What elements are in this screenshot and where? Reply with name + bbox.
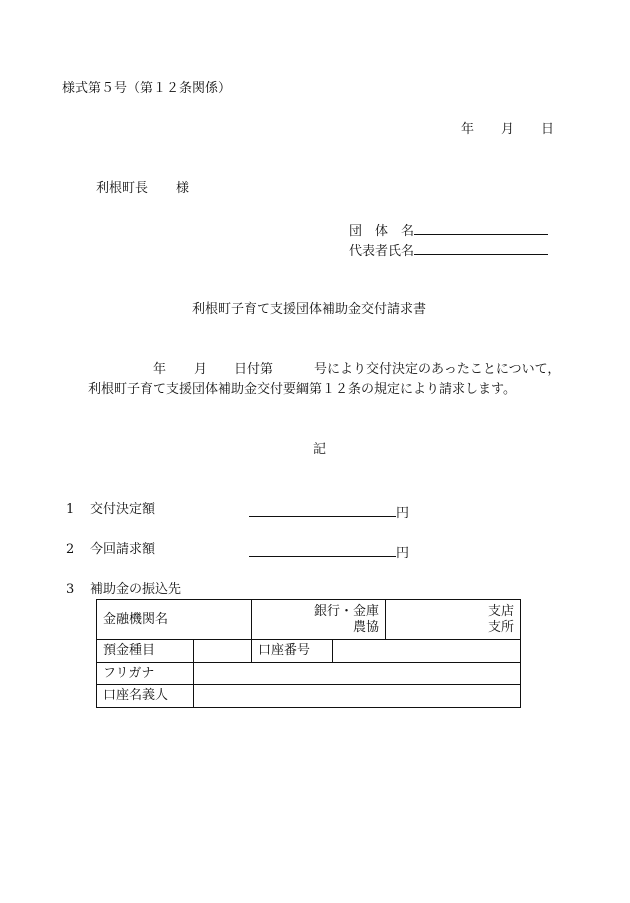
furigana-label: フリガナ — [97, 663, 194, 685]
branch-type-line2: 支所 — [488, 619, 515, 635]
representative-field — [349, 240, 548, 260]
item-2-amount-line[interactable] — [249, 542, 396, 557]
branch-type-line1: 支店 — [488, 603, 515, 619]
body-line1-rest: 号により交付決定のあったことについて， — [314, 362, 561, 377]
form-number: 様式第５号（第１２条関係） — [62, 81, 232, 96]
representative-label: 代表者氏名 — [349, 244, 415, 259]
ki-heading: 記 — [313, 442, 327, 457]
group-name-field — [349, 220, 548, 240]
group-name-line[interactable] — [414, 220, 548, 235]
item-2-amount — [249, 542, 409, 562]
item-1-label: 交付決定額 — [90, 502, 156, 517]
body-month: 月 — [194, 362, 208, 377]
branch-type-cell[interactable] — [386, 600, 521, 640]
account-number-value[interactable] — [333, 640, 521, 663]
item-2-number: 2 — [66, 542, 75, 557]
addressee-name: 利根町長 — [96, 181, 149, 196]
account-holder-value[interactable] — [194, 685, 521, 708]
table-row — [97, 600, 521, 640]
bank-type-line1: 銀行・金庫 — [314, 603, 380, 619]
date-day: 日 — [541, 122, 555, 137]
institution-label: 金融機関名 — [97, 600, 252, 640]
bank-type-cell[interactable] — [252, 600, 386, 640]
account-number-label: 口座番号 — [252, 640, 333, 663]
item-3-number: 3 — [66, 582, 75, 597]
deposit-type-label: 預金種目 — [97, 640, 194, 663]
addressee-honorific: 様 — [176, 181, 190, 196]
document-title: 利根町子育て支援団体補助金交付請求書 — [192, 302, 427, 317]
body-day-no: 日付第 — [234, 362, 274, 377]
item-3-label: 補助金の振込先 — [90, 582, 182, 597]
table-row — [97, 663, 521, 685]
furigana-value[interactable] — [194, 663, 521, 685]
account-holder-label: 口座名義人 — [97, 685, 194, 708]
date-month: 月 — [501, 122, 515, 137]
item-1-amount — [249, 502, 409, 522]
item-1-amount-line[interactable] — [249, 502, 396, 517]
table-row — [97, 640, 521, 663]
representative-line[interactable] — [414, 240, 548, 255]
date-year: 年 — [461, 122, 475, 137]
group-name-label: 団 体 名 — [349, 224, 415, 239]
bank-account-table — [96, 599, 521, 708]
item-1-number: 1 — [66, 502, 75, 517]
body-line2: 利根町子育て支援団体補助金交付要綱第１２条の規定により請求します。 — [88, 382, 516, 397]
body-year: 年 — [153, 362, 167, 377]
item-2-unit: 円 — [396, 546, 410, 561]
bank-type-line2: 農協 — [353, 619, 380, 635]
table-row — [97, 685, 521, 708]
deposit-type-value[interactable] — [194, 640, 252, 663]
item-2-label: 今回請求額 — [90, 542, 156, 557]
item-1-unit: 円 — [396, 506, 410, 521]
